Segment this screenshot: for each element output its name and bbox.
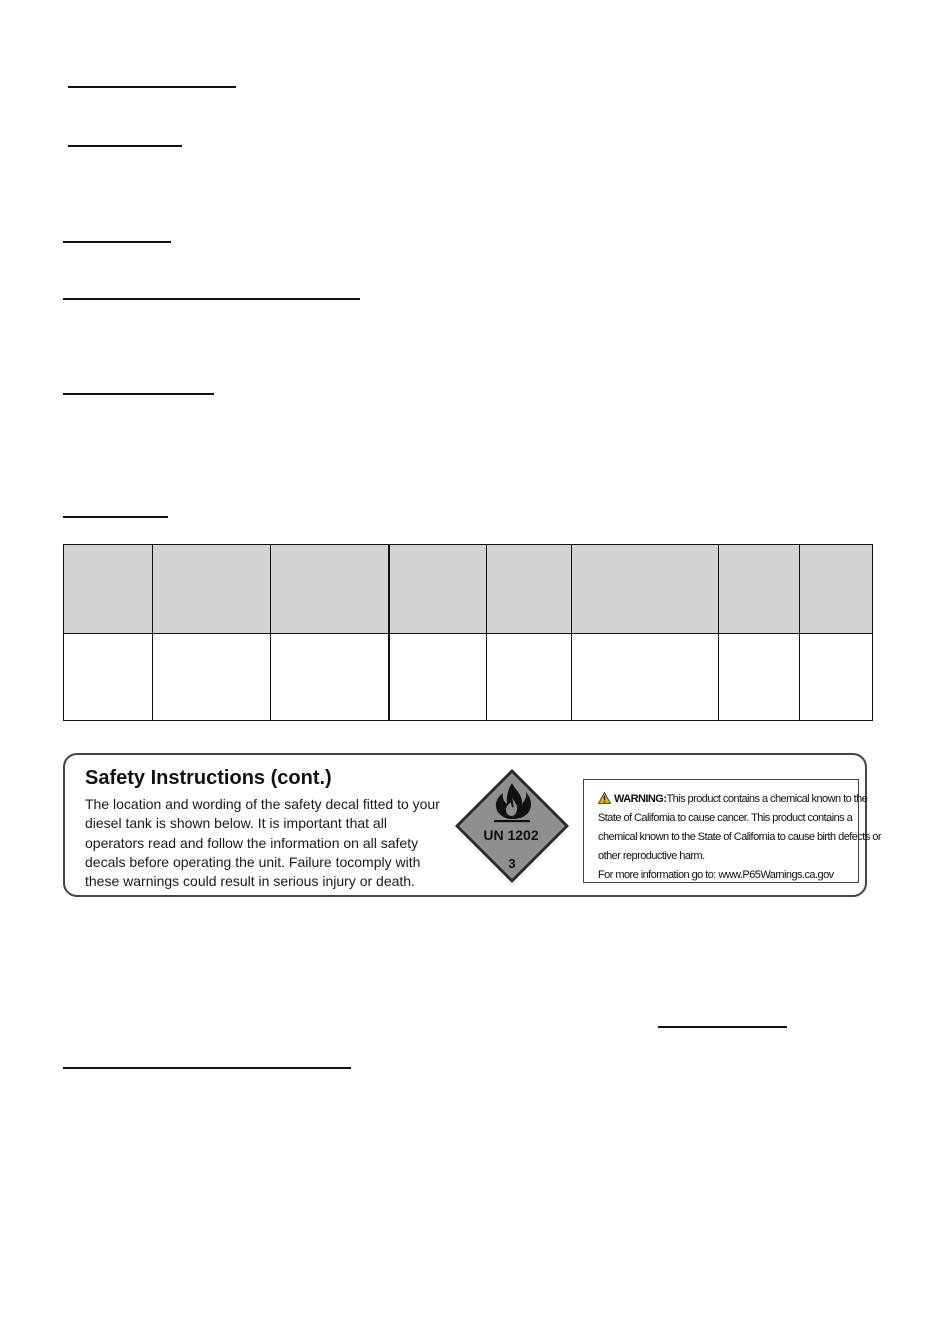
table-header-cell bbox=[572, 545, 719, 634]
warning-text-1: This product contains a chemical known to the bbox=[666, 793, 868, 805]
table-cell bbox=[800, 634, 873, 721]
table-cell bbox=[719, 634, 800, 721]
decal-title: Safety Instructions (cont.) bbox=[85, 767, 332, 789]
table-header-row bbox=[64, 545, 873, 634]
warning-label: WARNING: bbox=[614, 793, 667, 805]
table-header-cell bbox=[800, 545, 873, 634]
heading-underline-4 bbox=[63, 298, 360, 300]
table-header-cell bbox=[64, 545, 153, 634]
table-header-cell bbox=[271, 545, 389, 634]
prop65-warning-box bbox=[583, 779, 881, 883]
heading-underline-6 bbox=[63, 516, 168, 518]
heading-underline-2 bbox=[68, 145, 182, 147]
warning-line-5: For more information go to: www.P65Warnings.ca.gov bbox=[598, 869, 834, 881]
warning-line-2: State of California to cause cancer. This product contains a bbox=[598, 812, 853, 824]
spec-table bbox=[63, 544, 873, 721]
table-cell bbox=[389, 634, 487, 721]
table-cell bbox=[487, 634, 572, 721]
warning-line-1 bbox=[598, 790, 868, 809]
table-cell bbox=[572, 634, 719, 721]
placard-un-number: UN 1202 bbox=[483, 827, 539, 843]
table-cell bbox=[64, 634, 153, 721]
table-header-cell bbox=[719, 545, 800, 634]
warning-line-4: other reproductive harm. bbox=[598, 850, 705, 862]
heading-underline-7 bbox=[63, 1067, 351, 1069]
table-cell bbox=[153, 634, 271, 721]
decal-body-text: The location and wording of the safety decal fitted to your diesel tank is shown below. It is important that all operators read and follow the information on all safety decals before operating the unit. Failure tocomply with these warnings could result in serious injury or death. bbox=[85, 796, 440, 890]
heading-underline-1 bbox=[68, 86, 236, 88]
table-row bbox=[64, 634, 873, 721]
table-header-cell bbox=[389, 545, 487, 634]
warning-line-3: chemical known to the State of California to cause birth defects or bbox=[598, 831, 881, 843]
heading-underline-5 bbox=[63, 393, 214, 395]
heading-underline-3 bbox=[63, 241, 171, 243]
table-cell bbox=[271, 634, 389, 721]
link-underline bbox=[658, 1026, 787, 1028]
warning-triangle-icon bbox=[598, 792, 611, 804]
placard-hazard-class: 3 bbox=[508, 856, 516, 871]
hazmat-placard bbox=[453, 767, 571, 885]
table-header-cell bbox=[153, 545, 271, 634]
safety-decal bbox=[63, 753, 881, 897]
table-header-cell bbox=[487, 545, 572, 634]
